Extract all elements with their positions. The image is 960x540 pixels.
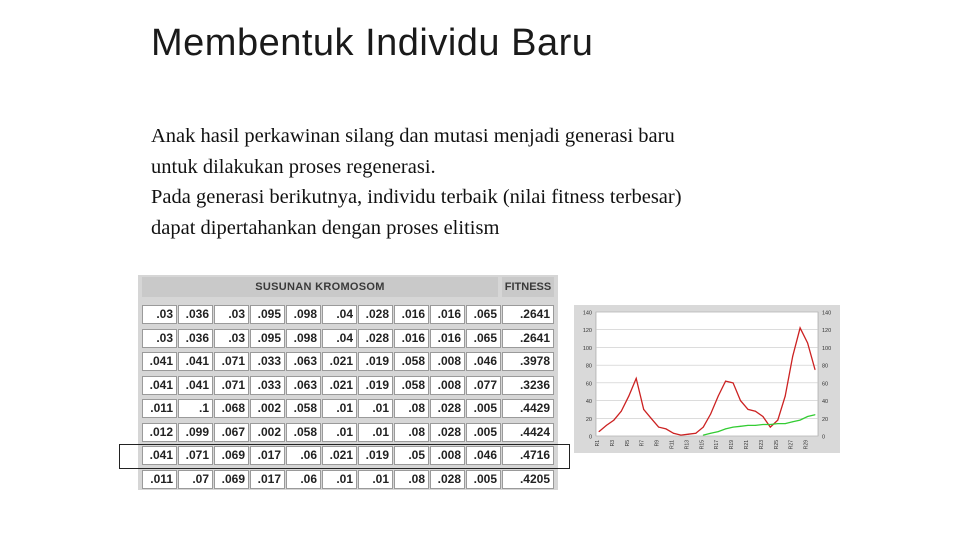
fitness-chart: [574, 305, 840, 453]
data-point-red: [680, 435, 681, 436]
gene-cell: .065: [466, 305, 501, 324]
fitness-cell: .4205: [502, 470, 554, 489]
data-point-red: [628, 396, 629, 397]
gene-cell: .01: [322, 423, 357, 442]
gene-cell: .01: [322, 470, 357, 489]
gene-cell: .019: [358, 376, 393, 395]
gene-cell: .01: [358, 423, 393, 442]
gene-cell: .033: [250, 376, 285, 395]
gene-cell: .028: [430, 399, 465, 418]
fitness-cell: .2641: [502, 305, 554, 324]
table-row: [138, 303, 558, 327]
x-tick-label: R1: [595, 440, 601, 447]
gene-cell: .058: [286, 399, 321, 418]
y-tick-label-right: 120: [822, 328, 832, 335]
data-point-red: [815, 369, 816, 370]
gene-cell: .021: [322, 352, 357, 371]
gene-cell: .036: [178, 329, 213, 348]
gene-cell: .021: [322, 376, 357, 395]
x-tick-label: R23: [758, 440, 765, 450]
gene-cell: .028: [430, 470, 465, 489]
gene-cell: .041: [142, 352, 177, 371]
data-point-red: [651, 418, 652, 419]
gene-cell: .07: [178, 470, 213, 489]
gene-cell: .011: [142, 470, 177, 489]
gene-cell: .03: [214, 305, 249, 324]
gene-cell: .016: [430, 329, 465, 348]
data-point-red: [613, 420, 614, 421]
table-row: [138, 397, 558, 421]
x-tick-label: R5: [624, 440, 631, 447]
gene-cell: .005: [466, 423, 501, 442]
data-point-green: [792, 421, 793, 422]
data-point-red: [740, 400, 741, 401]
data-point-red: [599, 431, 600, 432]
gene-cell: .041: [178, 376, 213, 395]
data-point-green: [718, 431, 719, 432]
gene-cell: .04: [322, 305, 357, 324]
gene-cell: .036: [178, 305, 213, 324]
data-point-red: [807, 343, 808, 344]
gene-cell: .1: [178, 399, 213, 418]
data-point-green: [755, 425, 756, 426]
gene-cell: .011: [142, 399, 177, 418]
gene-cell: .069: [214, 470, 249, 489]
gene-cell: .03: [214, 329, 249, 348]
y-tick-label-left: 20: [585, 416, 592, 423]
fitness-chart-svg: [574, 305, 840, 453]
gene-cell: .041: [142, 376, 177, 395]
data-point-red: [725, 381, 726, 382]
x-tick-label: R19: [729, 440, 736, 450]
paragraph-line: untuk dilakukan proses regenerasi.: [151, 155, 436, 178]
gene-cell: .08: [394, 470, 429, 489]
fitness-header: FITNESS: [502, 277, 554, 297]
gene-cell: .06: [286, 470, 321, 489]
data-point-green: [785, 423, 786, 424]
gene-cell: .01: [358, 470, 393, 489]
data-point-red: [755, 411, 756, 412]
x-tick-label: R27: [788, 440, 795, 450]
y-tick-label-left: 80: [585, 363, 592, 370]
x-tick-label: R21: [743, 440, 750, 450]
data-point-red: [621, 411, 622, 412]
gene-cell: .071: [214, 352, 249, 371]
gene-cell: .017: [250, 446, 285, 465]
gene-cell: .002: [250, 423, 285, 442]
gene-cell: .002: [250, 399, 285, 418]
data-point-red: [762, 416, 763, 417]
gene-cell: .041: [178, 352, 213, 371]
y-tick-label-left: 0: [588, 434, 592, 441]
table-row: [138, 468, 558, 492]
fitness-cell: .4429: [502, 399, 554, 418]
y-tick-label-left: 40: [585, 399, 592, 406]
data-point-red: [777, 420, 778, 421]
fitness-cell: .3236: [502, 376, 554, 395]
gene-cell: .077: [466, 376, 501, 395]
gene-cell: .058: [394, 376, 429, 395]
paragraph-line: dapat dipertahankan dengan proses elitism: [151, 216, 500, 239]
gene-cell: .021: [322, 446, 357, 465]
table-row: [138, 350, 558, 374]
fitness-cell: .4716: [502, 446, 554, 465]
data-point-red: [770, 427, 771, 428]
gene-cell: .028: [358, 305, 393, 324]
x-tick-label: R15: [699, 440, 706, 450]
gene-cell: .08: [394, 399, 429, 418]
x-tick-label: R7: [639, 440, 646, 447]
data-point-green: [725, 428, 726, 429]
table-row: [138, 327, 558, 351]
gene-cell: .005: [466, 470, 501, 489]
data-point-green: [733, 427, 734, 428]
gene-cell: .05: [394, 446, 429, 465]
gene-cell: .069: [214, 446, 249, 465]
gene-cell: .008: [430, 352, 465, 371]
gene-cell: .03: [142, 329, 177, 348]
gene-cell: .067: [214, 423, 249, 442]
fitness-cell: .2641: [502, 329, 554, 348]
gene-cell: .071: [214, 376, 249, 395]
x-tick-label: R13: [684, 440, 691, 450]
data-point-red: [673, 433, 674, 434]
data-point-red: [695, 433, 696, 434]
table-row: [138, 421, 558, 445]
gene-cell: .01: [322, 399, 357, 418]
x-tick-label: R3: [609, 440, 616, 447]
gene-cell: .017: [250, 470, 285, 489]
data-point-green: [777, 423, 778, 424]
data-point-green: [762, 424, 763, 425]
gene-cell: .028: [430, 423, 465, 442]
gene-cell: .03: [142, 305, 177, 324]
gene-cell: .046: [466, 352, 501, 371]
y-tick-label-right: 140: [822, 310, 832, 317]
gene-cell: .028: [358, 329, 393, 348]
data-point-red: [606, 425, 607, 426]
table-row: [138, 374, 558, 398]
elitism-highlight-box: [119, 444, 570, 469]
y-tick-label-left: 120: [582, 328, 592, 335]
gene-cell: .008: [430, 446, 465, 465]
plot-area: [596, 312, 818, 436]
x-tick-label: R29: [803, 440, 810, 450]
data-point-red: [636, 378, 637, 379]
data-point-green: [747, 425, 748, 426]
gene-cell: .095: [250, 305, 285, 324]
data-point-red: [733, 382, 734, 383]
fitness-cell: .4424: [502, 423, 554, 442]
paragraph-line: Pada generasi berikutnya, individu terbaik (nilai fitness terbesar): [151, 186, 682, 208]
data-point-red: [658, 427, 659, 428]
gene-cell: .063: [286, 352, 321, 371]
table-header: [138, 275, 558, 299]
gene-cell: .046: [466, 446, 501, 465]
data-point-red: [703, 427, 704, 428]
gene-cell: .095: [250, 329, 285, 348]
gene-cell: .063: [286, 376, 321, 395]
gene-cell: .071: [178, 446, 213, 465]
gene-cell: .098: [286, 329, 321, 348]
slide-paragraph: [151, 121, 831, 243]
y-tick-label-left: 100: [582, 345, 592, 352]
gene-cell: .019: [358, 352, 393, 371]
gene-cell: .033: [250, 352, 285, 371]
gene-cell: .016: [394, 329, 429, 348]
fitness-cell: .3978: [502, 352, 554, 371]
data-point-green: [807, 416, 808, 417]
data-point-green: [740, 426, 741, 427]
data-point-red: [785, 396, 786, 397]
gene-cell: .099: [178, 423, 213, 442]
data-point-red: [688, 434, 689, 435]
data-point-red: [666, 428, 667, 429]
gene-cell: .065: [466, 329, 501, 348]
y-tick-label-right: 40: [822, 399, 829, 406]
gene-cell: .041: [142, 446, 177, 465]
gene-cell: .005: [466, 399, 501, 418]
data-point-green: [770, 424, 771, 425]
gene-cell: .012: [142, 423, 177, 442]
gene-cell: .008: [430, 376, 465, 395]
y-tick-label-right: 20: [822, 416, 829, 423]
data-point-red: [710, 413, 711, 414]
gene-cell: .019: [358, 446, 393, 465]
y-tick-label-left: 140: [582, 310, 592, 317]
x-tick-label: R25: [773, 440, 780, 450]
y-tick-label-right: 60: [822, 381, 829, 388]
data-point-green: [815, 414, 816, 415]
data-point-red: [718, 396, 719, 397]
chromosome-header: SUSUNAN KROMOSOM: [142, 277, 498, 297]
data-point-green: [703, 435, 704, 436]
data-point-red: [800, 327, 801, 328]
data-point-red: [747, 409, 748, 410]
slide-title: Membentuk Individu Baru: [151, 22, 594, 64]
y-tick-label-right: 100: [822, 345, 832, 352]
y-tick-label-left: 60: [585, 381, 592, 388]
gene-cell: .016: [430, 305, 465, 324]
x-tick-label: R9: [654, 440, 661, 447]
data-point-red: [792, 356, 793, 357]
gene-cell: .01: [358, 399, 393, 418]
gene-cell: .04: [322, 329, 357, 348]
data-point-green: [710, 433, 711, 434]
gene-cell: .058: [394, 352, 429, 371]
gene-cell: .06: [286, 446, 321, 465]
gene-cell: .058: [286, 423, 321, 442]
gene-cell: .016: [394, 305, 429, 324]
gene-cell: .08: [394, 423, 429, 442]
data-point-green: [800, 420, 801, 421]
x-tick-label: R11: [669, 440, 676, 449]
y-tick-label-right: 0: [822, 434, 826, 441]
gene-cell: .098: [286, 305, 321, 324]
x-tick-label: R17: [714, 440, 721, 450]
data-point-red: [643, 409, 644, 410]
paragraph-line: Anak hasil perkawinan silang dan mutasi menjadi generasi baru: [151, 125, 675, 147]
y-tick-label-right: 80: [822, 363, 829, 370]
gene-cell: .068: [214, 399, 249, 418]
